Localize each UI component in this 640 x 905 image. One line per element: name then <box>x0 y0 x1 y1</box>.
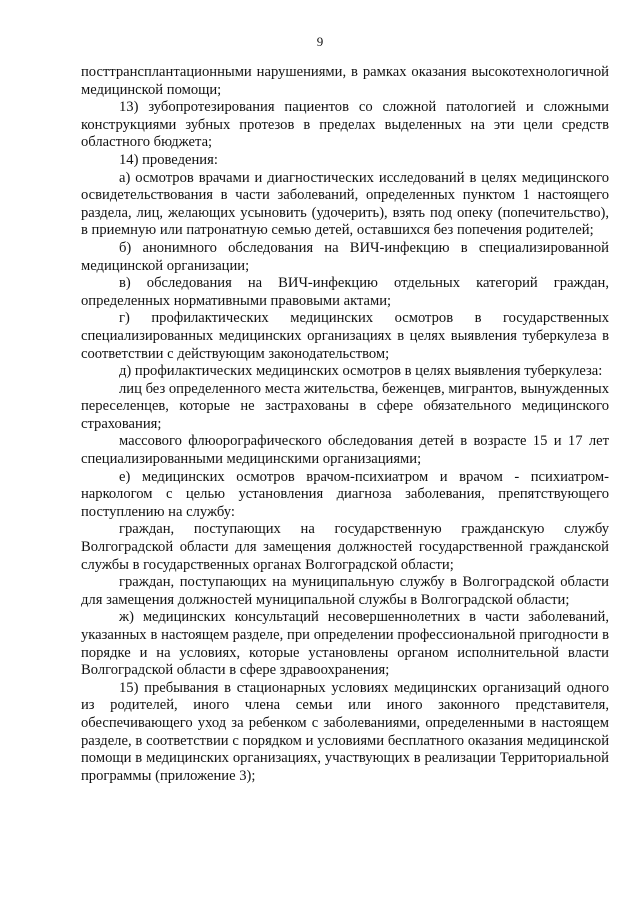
document-body <box>81 64 609 785</box>
paragraph-subitem-fluorography: массового флюорографического обследования детей в возрасте 15 и 17 лет специализированными медицинскими организациями; <box>81 433 609 468</box>
paragraph-item-14v: в) обследования на ВИЧ-инфекцию отдельных категорий граждан, определенных нормативными правовыми актами; <box>81 275 609 309</box>
paragraph-continuation: посттрансплантационными нарушениями, в рамках оказания высокотехнологичной медицинской помощи; <box>81 64 609 98</box>
page-number: 9 <box>316 34 324 49</box>
paragraph-subitem-homeless: лиц без определенного места жительства, беженцев, мигрантов, вынужденных переселенцев, которые не застрахованы в сфере обязательного медицинского страхования; <box>81 380 609 432</box>
paragraph-item-14: 14) проведения: <box>119 151 218 168</box>
paragraph-subitem-state-service: граждан, поступающих на государственную гражданскую службу Волгоградской области для замещения должностей государственной гражданской службы в государственных органах Волгоградской области; <box>81 521 609 573</box>
paragraph-item-14e: е) медицинских осмотров врачом-психиатром и врачом - психиатром-наркологом с целью установления диагноза заболевания, препятствующего поступлению на службу: <box>81 468 609 520</box>
paragraph-subitem-municipal-service: граждан, поступающих на муниципальную службу в Волгоградской области для замещения должностей муниципальной службы в Волгоградской области; <box>81 574 609 608</box>
paragraph-item-13: 13) зубопротезирования пациентов со сложной патологией и сложными конструкциями зубных протезов в пределах выделенных на эти цели средств областного бюджета; <box>81 99 609 151</box>
paragraph-item-14b: б) анонимного обследования на ВИЧ-инфекцию в специализированной медицинской организации; <box>81 239 609 274</box>
paragraph-item-14zh: ж) медицинских консультаций несовершеннолетних в части заболеваний, указанных в настоящем разделе, при определении профессиональной пригодности в порядке и на условиях, которые установлены органом исполнительной власти Волгоградской области в сфере здравоохранения; <box>81 609 609 679</box>
paragraph-item-14a: а) осмотров врачами и диагностических исследований в целях медицинского освидетельствования в части заболеваний, определенных пунктом 1 настоящего раздела, лиц, желающих усыновить (удочерить), взять под опеку (попечительство), в приемную или патронатную семью детей, оставшихся без попечения родителей; <box>81 169 609 239</box>
paragraph-item-15: 15) пребывания в стационарных условиях медицинских организаций одного из родителей, иного члена семьи или иного законного представителя, обеспечивающего уход за ребенком с заболеваниями, определенными в настоящем разделе, в соответствии с порядком и условиями бесплатного оказания медицинской помощи в медицинских организациях, участвующих в реализации Территориальной программы (приложение 3); <box>81 679 609 784</box>
paragraph-item-14d: д) профилактических медицинских осмотров в целях выявления туберкулеза: <box>119 363 603 380</box>
paragraph-item-14g: г) профилактических медицинских осмотров в государственных специализированных медицинских организациях в целях выявления туберкулеза в соответствии с действующим законодательством; <box>81 310 609 362</box>
